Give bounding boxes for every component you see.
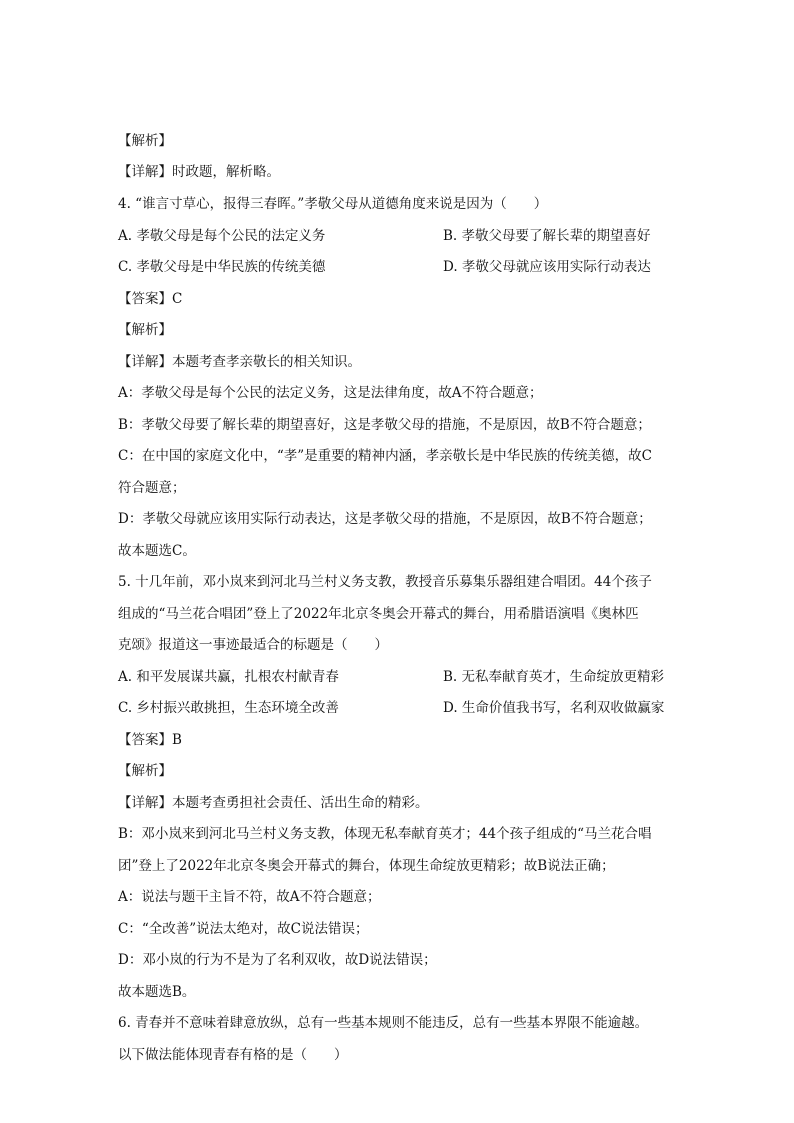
explanation-text: 故本题选C。 xyxy=(118,543,196,559)
analysis-label: 【解析】 xyxy=(118,322,172,338)
explanation-text: D：邓小岚的行为不是为了名利双收，故D说法错误； xyxy=(118,952,437,968)
answer-label: 【答案】B xyxy=(118,732,182,748)
explanation-text: 符合题意； xyxy=(118,480,186,496)
question-5-stem: 组成的“马兰花合唱团”登上了2022年北京冬奥会开幕式的舞台，用希腊语演唱《奥林匹 xyxy=(118,606,639,622)
explanation-text: B：孝敬父母要了解长辈的期望喜好，这是孝敬父母的措施，不是原因，故B不符合题意； xyxy=(118,417,651,433)
question-5-option-c: C. 乡村振兴敢挑担，生态环境全改善 xyxy=(118,700,339,716)
question-5-stem: 5. 十几年前，邓小岚来到河北马兰村义务支教，教授音乐募集乐器组建合唱团。44个孩子 xyxy=(118,574,652,590)
question-5-option-a: A. 和平发展谋共赢，扎根农村献青春 xyxy=(118,669,339,685)
question-4-option-d: D. 孝敬父母就应该用实际行动表达 xyxy=(443,259,651,275)
explanation-text: D：孝敬父母就应该用实际行动表达，这是孝敬父母的措施，不是原因，故B不符合题意； xyxy=(118,511,652,527)
question-6-stem: 以下做法能体现青春有格的是（ ） xyxy=(118,1047,348,1063)
explanation-text: C：在中国的家庭文化中，“孝”是重要的精神内涵，孝亲敬长是中华民族的传统美德，故C xyxy=(118,448,652,464)
question-4-stem: 4. “谁言寸草心，报得三春晖。”孝敬父母从道德角度来说是因为（ ） xyxy=(118,196,548,212)
explanation-text: 【详解】本题考查孝亲敬长的相关知识。 xyxy=(118,354,361,370)
question-4-option-b: B. 孝敬父母要了解长辈的期望喜好 xyxy=(443,228,651,244)
explanation-text: A：孝敬父母是每个公民的法定义务，这是法律角度，故A不符合题意； xyxy=(118,385,543,401)
question-5-option-b: B. 无私奉献育英才，生命绽放更精彩 xyxy=(443,669,665,685)
question-6-stem: 6. 青春并不意味着肆意放纵，总有一些基本规则不能违反，总有一些基本界限不能逾越。 xyxy=(118,1015,649,1031)
question-5-stem: 克颂》报道这一事迹最适合的标题是（ ） xyxy=(118,637,388,653)
question-4-option-a: A. 孝敬父母是每个公民的法定义务 xyxy=(118,228,326,244)
explanation-text: 故本题选B。 xyxy=(118,984,196,1000)
explanation-text: 【详解】本题考查勇担社会责任、活出生命的精彩。 xyxy=(118,795,429,811)
explanation-text: 【详解】时政题，解析略。 xyxy=(118,164,280,180)
explanation-text: 团”登上了2022年北京冬奥会开幕式的舞台，体现生命绽放更精彩；故B说法正确； xyxy=(118,858,615,874)
answer-label: 【答案】C xyxy=(118,291,183,307)
analysis-label: 【解析】 xyxy=(118,133,172,149)
question-5-option-d: D. 生命价值我书写，名利双收做赢家 xyxy=(443,700,665,716)
explanation-text: A：说法与题干主旨不符，故A不符合题意； xyxy=(118,889,381,905)
question-4-option-c: C. 孝敬父母是中华民族的传统美德 xyxy=(118,259,326,275)
explanation-text: B：邓小岚来到河北马兰村义务支教，体现无私奉献育英才；44个孩子组成的“马兰花合唱 xyxy=(118,826,652,842)
explanation-text: C：“全改善”说法太绝对，故C说法错误； xyxy=(118,921,369,937)
analysis-label: 【解析】 xyxy=(118,763,172,779)
